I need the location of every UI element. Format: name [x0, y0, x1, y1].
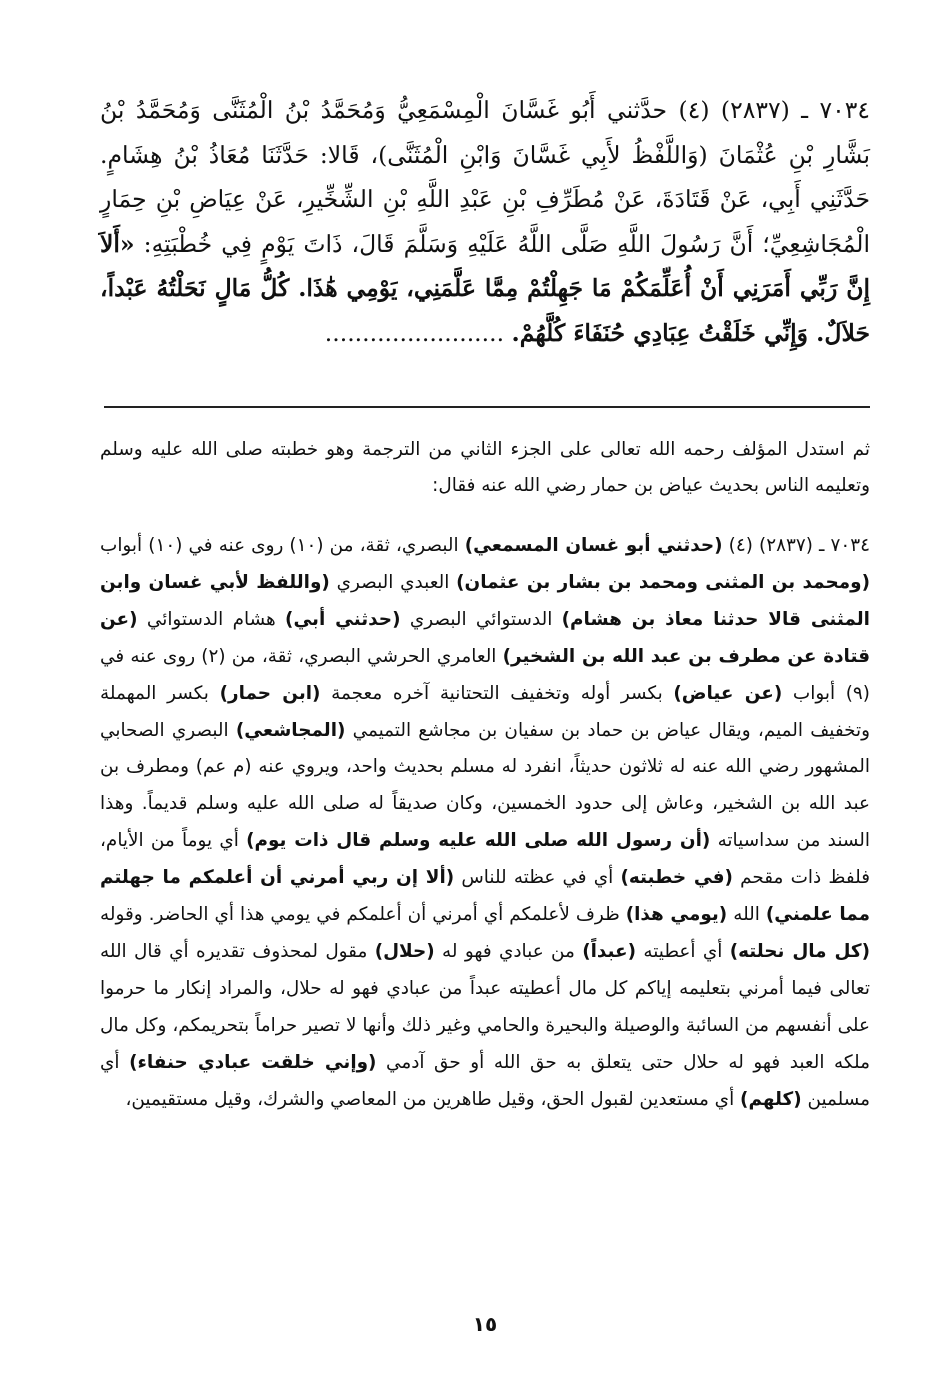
- commentary-quote: (حلال): [374, 940, 435, 962]
- hadith-matn: «أَلاَ إِنَّ رَبِّي أَمَرَنِي أَنْ أُعَلِّمَكُمْ مَا جَهِلْتُمْ مِمَّا عَلَّمَنِي، يَوْمِي هَٰذَا. كُلُّ مَالٍ نَحَلْتُهُ عَبْداً، حَلاَلٌ. وَإِنِّي خَلَقْتُ عِبَادِي حُنَفَاءَ كُلَّهُمْ.: [100, 229, 870, 347]
- separator-line: [104, 406, 870, 408]
- commentary-quote: (يومي هذا): [625, 904, 728, 926]
- commentary-segment: مقول لمحذوف تقديره أي قال الله تعالى فيما أمرني بتعليمه إياكم كل مال أعطيته عبداً من عبادي فهو له حلال، والمراد إنكار ما حرموا على أنفسهم من السائبة والوصيلة والبحيرة والحامي وغير ذلك وأنها لا تصير حراماً بتحريمكم، وكل مال ملكه العبد فهو له حلال حتى يتعلق به حق الله أو حق آدمي: [100, 940, 870, 1073]
- commentary-segment: العامري الحرشي البصري، ثقة، من (٢) روى عنه في (٩) أبواب: [100, 645, 870, 704]
- commentary-segment: ظرف لأعلمكم أي أمرني أن أعلمكم في يومي هذا أي الحاضر. وقوله: [100, 904, 626, 926]
- commentary-segment: أي مستعدين لقبول الحق، وقيل طاهرين من المعاصي والشرك، وقيل مستقيمين،: [125, 1088, 741, 1110]
- commentary-quote: (ومحمد بن المثنى ومحمد بن بشار بن عثمان): [456, 571, 870, 593]
- commentary-quote: (حدثني أبو غسان المسمعي): [464, 535, 723, 556]
- commentary-quote: (ألا إن ربي أمرني أن أعلمكم ما جهلتم مما علمني): [100, 867, 870, 926]
- commentary-intro: ثم استدل المؤلف رحمه الله تعالى على الجزء الثاني من الترجمة وهو خطبته صلى الله عليه وسلم وتعليمه الناس بحديث عياض بن حمار رضي الله عنه فقال:: [100, 439, 870, 496]
- commentary-text: [100, 528, 870, 1119]
- commentary-quote: (وإني خلقت عبادي حنفاء): [129, 1051, 377, 1073]
- commentary-quote: (واللفظ لأبي غسان وابن المثنى قالا حدثنا معاذ بن هشام): [100, 571, 870, 630]
- commentary-segment: الله: [727, 904, 766, 926]
- commentary-segment: هشام الدستوائي: [137, 608, 286, 630]
- commentary-segment: الدستوائي البصري: [400, 608, 562, 630]
- commentary-segment: من عبادي فهو له: [434, 940, 583, 962]
- continuation-dots: ........................: [324, 318, 512, 347]
- commentary-quote: (عن عياض): [673, 682, 783, 704]
- commentary-quote: (في خطبته): [620, 867, 733, 889]
- commentary-quote: (كلهم): [740, 1088, 802, 1110]
- commentary-segment: أي في عظته للناس: [454, 867, 621, 889]
- commentary-quote: (عن قتادة عن مطرف بن عبد الله بن الشخير): [100, 608, 870, 667]
- page: [100, 80, 870, 1380]
- commentary-segment: ٧٠٣٤ ـ (٢٨٣٧) (٤): [722, 535, 870, 556]
- commentary-quote: (حدثني أبي): [285, 608, 401, 630]
- commentary-segment: أي مسلمين: [100, 1051, 870, 1110]
- commentary-segment: البصري، ثقة، من (١٠) روى عنه في (١٠) أبواب: [100, 535, 465, 556]
- commentary-quote: (كل مال نحلته): [729, 940, 870, 962]
- hadith-number: ٧٠٣٤ ـ (٢٨٣٧) (٤): [678, 96, 870, 124]
- hadith-chain: حدَّثني أَبُو غَسَّانَ الْمِسْمَعِيُّ وَمُحَمَّدُ بْنُ الْمُثَنَّى وَمُحَمَّدُ بْنُ بَشَّارِ بْنِ عُثْمَانَ (وَاللَّفْظُ لأَبِي غَسَّانَ وَابْنِ الْمُثَنَّى)، قَالا: حَدَّثَنَا مُعَاذُ بْنُ هِشَامٍ. حَدَّثَنِي أَبِي، عَنْ قَتَادَةَ، عَنْ مُطَرِّفِ بْنِ عَبْدِ اللَّهِ بْنِ الشِّخِّيرِ، عَنْ عِيَاضِ بْنِ حِمَارٍ الْمُجَاشِعِيِّ؛ أَنَّ رَسُولَ اللَّهِ صَلَّى اللَّهُ عَلَيْهِ وَسَلَّمَ قَالَ، ذَاتَ يَوْمٍ فِي خُطْبَتِهِ:: [100, 96, 870, 258]
- commentary-segment: بكسر المهملة وتخفيف الميم، ويقال عياض بن حماد بن سفيان بن مجاشع التميمي: [100, 682, 870, 741]
- hadith-text: [100, 88, 870, 356]
- commentary-quote: (المجاشعي): [235, 719, 346, 741]
- commentary-segment: العبدي البصري: [329, 571, 457, 593]
- page-number: ١٥: [472, 1312, 498, 1336]
- commentary-segment: البصري الصحابي المشهور رضي الله عنه له ثلاثون حديثاً، انفرد له مسلم بحديث واحد، ويروي عنه (م عم) ومطرف بن عبد الله بن الشخير، وعاش إلى حدود الخمسين، وكان صديقاً له صلى الله عليه وسلم قديماً. وهذا السند من سداسياته: [100, 719, 870, 852]
- commentary-quote: (ابن حمار): [219, 682, 321, 704]
- commentary-quote: (عبداً): [582, 940, 637, 962]
- commentary-segment: أي أعطيته: [636, 940, 730, 962]
- commentary-quote: (أن رسول الله صلى الله عليه وسلم قال ذات يوم): [246, 830, 711, 852]
- commentary-segment: بكسر أوله وتخفيف التحتانية آخره معجمة: [320, 682, 674, 704]
- commentary-segment: أي يوماً من الأيام، فلفظ ذات مقحم: [100, 830, 870, 889]
